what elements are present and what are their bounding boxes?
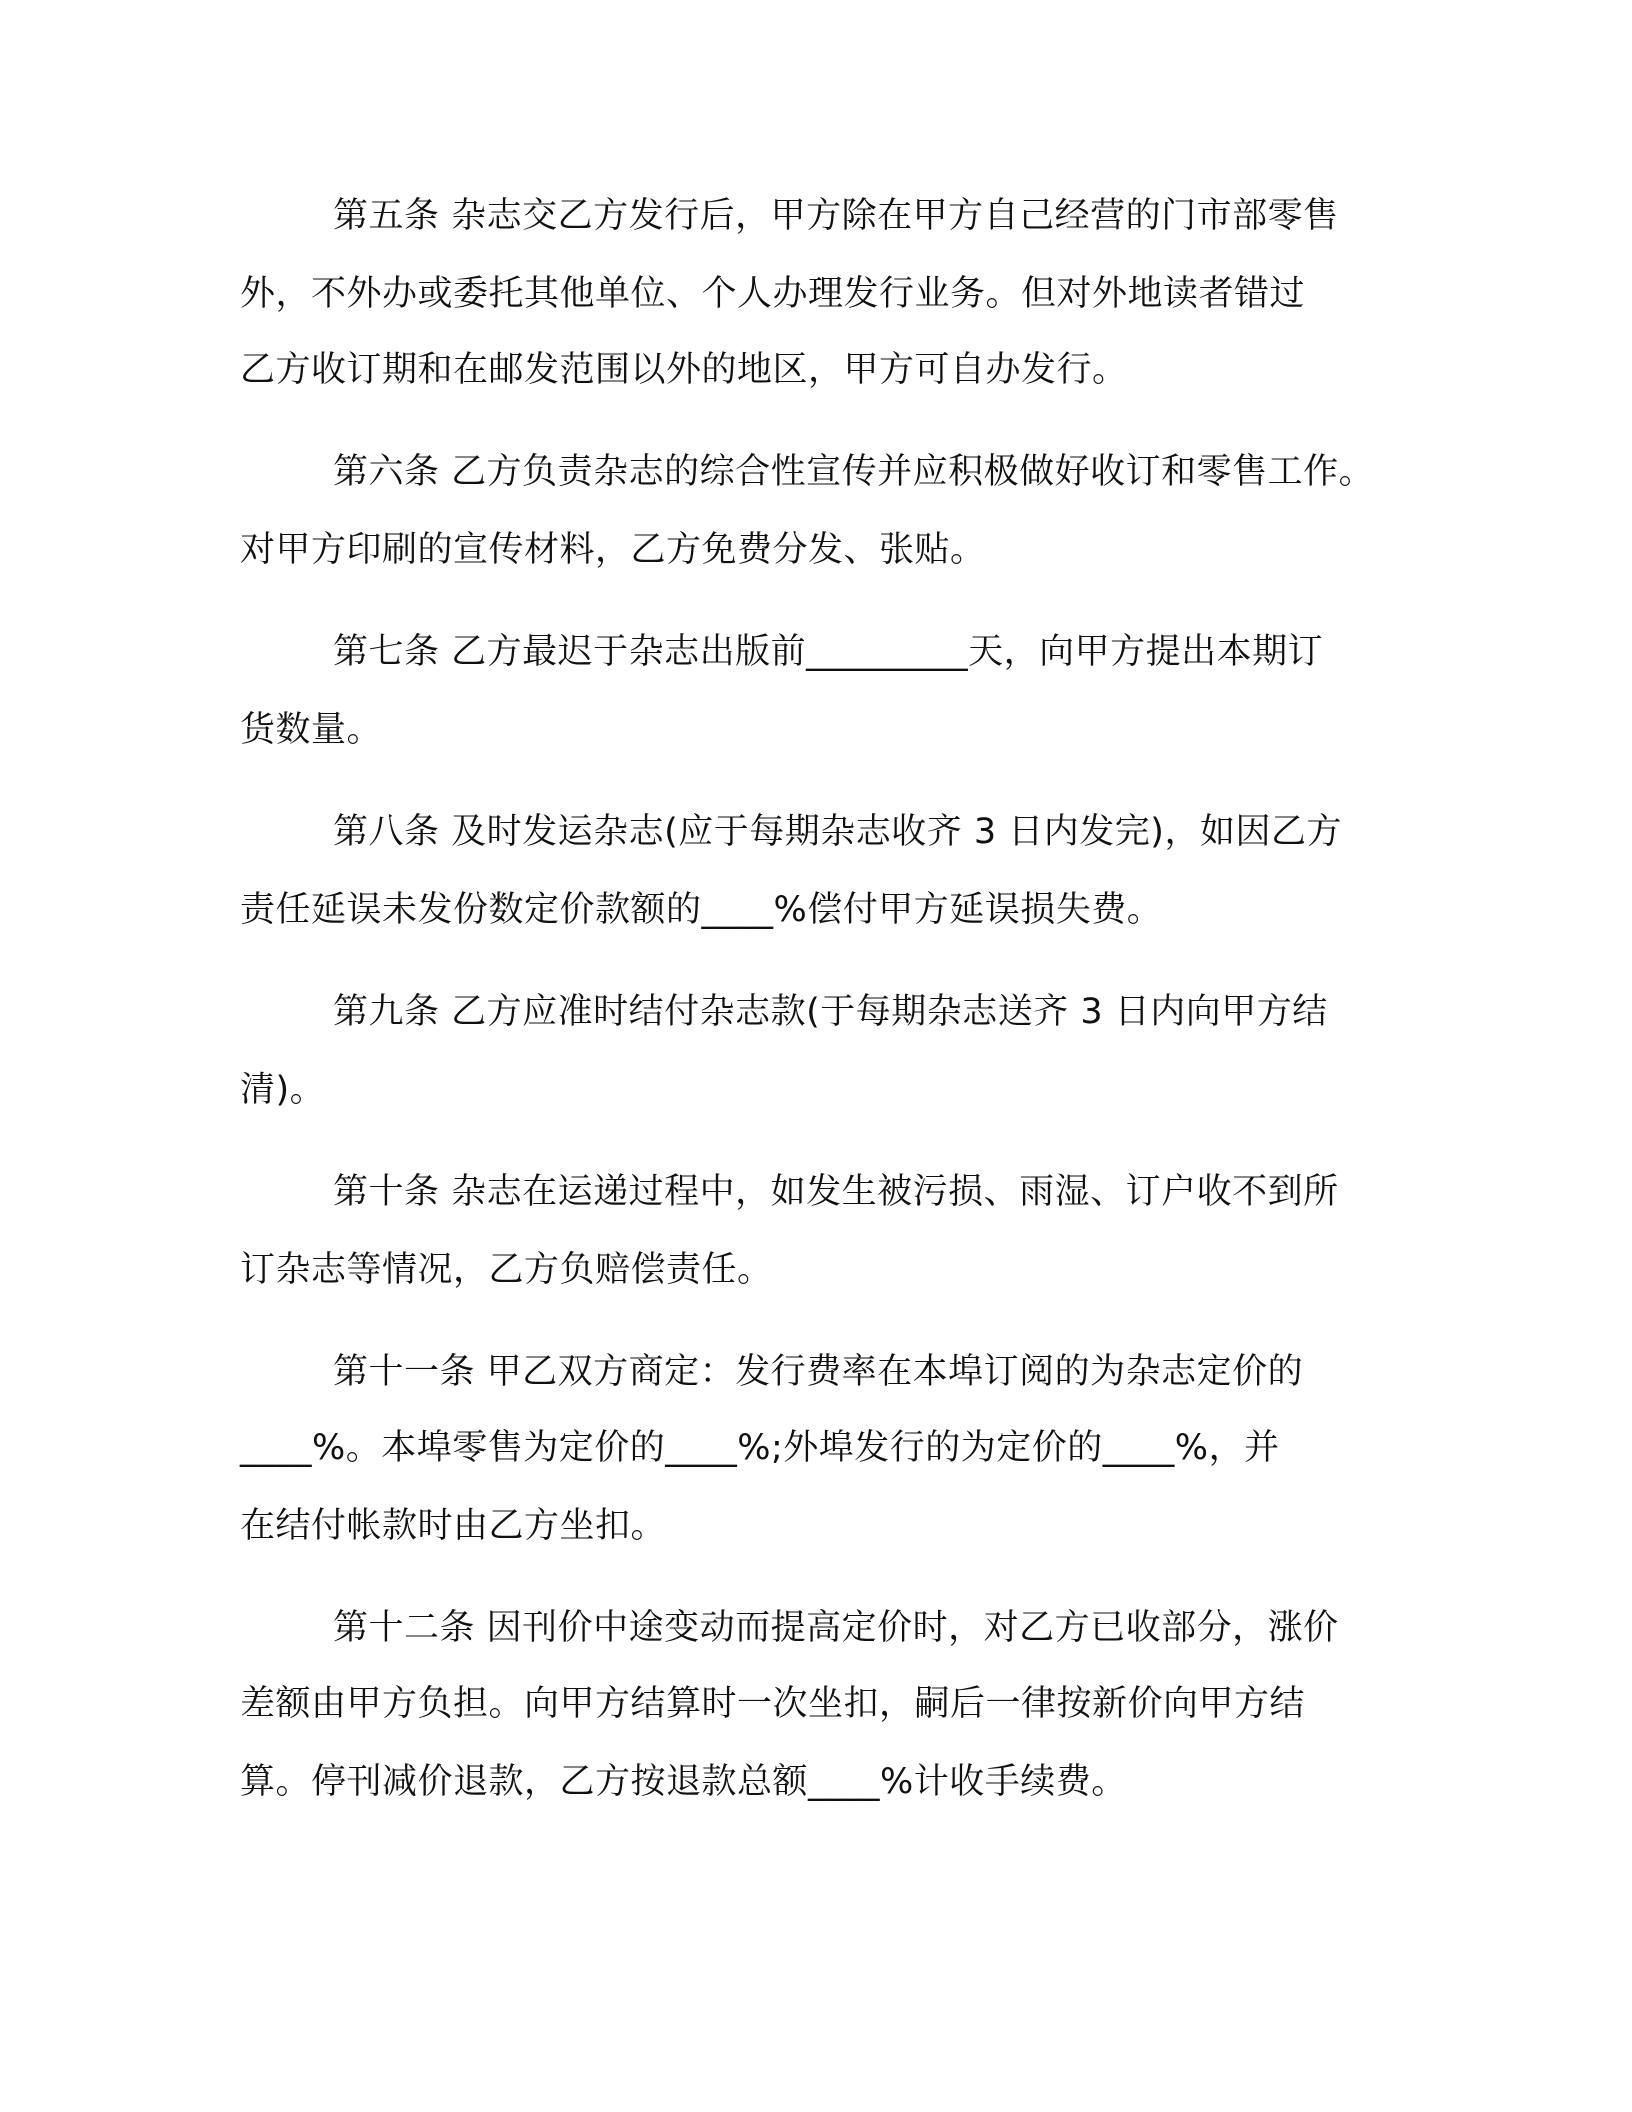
- clause-line: 算。停刊减价退款，乙方按退款总额____%计收手续费。: [240, 1762, 1127, 1802]
- clause-line: 第九条 乙方应准时结付杂志款(于每期杂志送齐 3 日内向甲方结: [333, 992, 1328, 1032]
- clause-line: 第六条 乙方负责杂志的综合性宣传并应积极做好收订和零售工作。: [333, 452, 1375, 492]
- clause-line: 货数量。: [240, 710, 383, 750]
- clause-line: 乙方收订期和在邮发范围以外的地区，甲方可自办发行。: [240, 350, 1128, 390]
- clause-line: 清)。: [240, 1070, 326, 1110]
- clause-line: 第十一条 甲乙双方商定：发行费率在本埠订阅的为杂志定价的: [333, 1352, 1304, 1392]
- clause-line: 第十二条 因刊价中途变动而提高定价时，对乙方已收部分，涨价: [333, 1608, 1339, 1648]
- clause-line: 外，不外办或委托其他单位、个人办理发行业务。但对外地读者错过: [240, 274, 1306, 314]
- clause-line: 差额由甲方负担。向甲方结算时一次坐扣，嗣后一律按新价向甲方结: [240, 1684, 1306, 1724]
- clause-line: 对甲方印刷的宣传材料，乙方免费分发、张贴。: [240, 530, 986, 570]
- clause-line: ____%。本埠零售为定价的____%;外埠发行的为定价的____%，并: [240, 1428, 1280, 1468]
- clause-line: 责任延误未发份数定价款额的____%偿付甲方延误损失费。: [240, 890, 1163, 930]
- clause-line: 订杂志等情况，乙方负赔偿责任。: [240, 1250, 773, 1290]
- clause-line: 第五条 杂志交乙方发行后，甲方除在甲方自己经营的门市部零售: [333, 196, 1339, 236]
- clause-line: 在结付帐款时由乙方坐扣。: [240, 1506, 667, 1546]
- clause-line: 第十条 杂志在运递过程中，如发生被污损、雨湿、订户收不到所: [333, 1172, 1339, 1212]
- clause-line: 第七条 乙方最迟于杂志出版前_________天，向甲方提出本期订: [333, 632, 1324, 672]
- clause-line: 第八条 及时发运杂志(应于每期杂志收齐 3 日内发完)，如因乙方: [333, 812, 1342, 852]
